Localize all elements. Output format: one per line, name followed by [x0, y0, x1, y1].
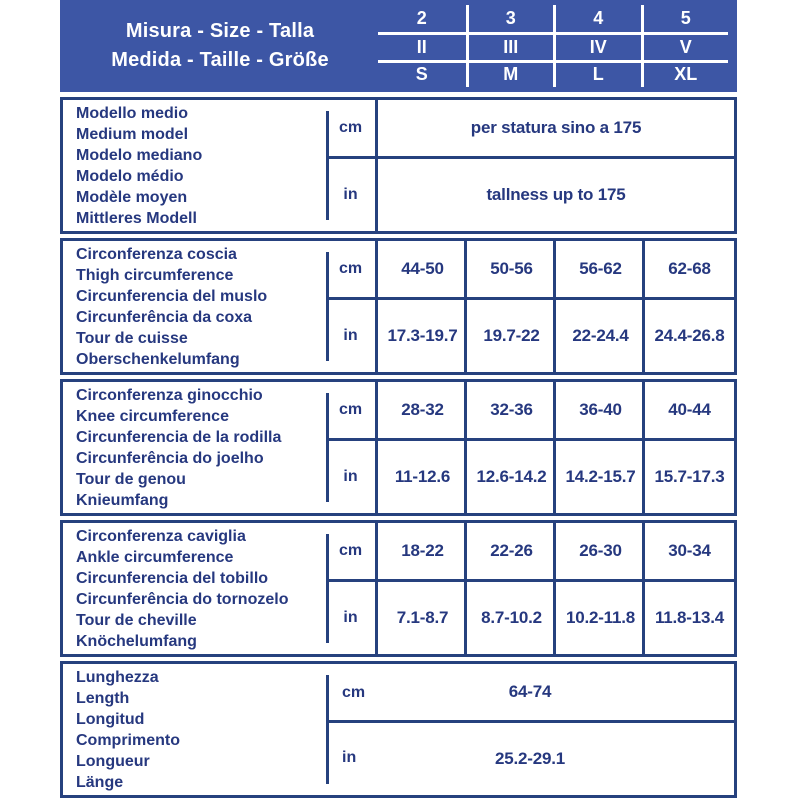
value-cell: 44-50	[378, 241, 467, 300]
unit-cm: cm	[326, 100, 378, 159]
value-cell: 32-36	[464, 382, 556, 441]
divider	[326, 534, 329, 643]
label-line: Medium model	[76, 125, 189, 143]
label-line: Longueur	[76, 752, 150, 770]
value-cell: 28-32	[378, 382, 467, 441]
size-letter: M	[466, 60, 554, 87]
size-number: 2	[416, 8, 427, 29]
value-cell: 11.8-13.4	[642, 582, 734, 654]
label-line: Circunferencia del muslo	[76, 287, 268, 305]
row-labels	[63, 100, 326, 231]
label-line: Tour de cheville	[76, 611, 197, 629]
size-chart	[60, 0, 737, 802]
value-cell: 8.7-10.2	[464, 582, 556, 654]
size-letter: S	[378, 60, 466, 87]
value-cell: tallness up to 175	[486, 184, 626, 204]
row-labels	[63, 664, 326, 795]
value-cell: 19.7-22	[464, 300, 556, 372]
size-number: 4	[553, 5, 641, 32]
value-cell: 64-74	[326, 664, 734, 723]
unit-in: in	[326, 582, 378, 654]
value-cell: 30-34	[642, 523, 734, 582]
divider	[326, 252, 329, 361]
label-line: Circunferencia de la rodilla	[76, 428, 282, 446]
label-line: Mittleres Modell	[76, 209, 197, 227]
value-cell: 17.3-19.7	[387, 325, 458, 345]
label-line: Circunferência da coxa	[76, 308, 253, 326]
size-roman: V	[641, 32, 729, 59]
section-knee-circumference	[60, 379, 737, 516]
chart-title	[60, 0, 380, 92]
label-line: Circonferenza coscia	[76, 245, 237, 263]
divider	[326, 675, 329, 784]
row-labels	[63, 382, 326, 513]
label-line: Modelo mediano	[76, 146, 203, 164]
size-number: 3	[466, 5, 554, 32]
label-line: Modèle moyen	[76, 188, 188, 206]
divider	[326, 393, 329, 502]
label-line: Knöchelumfang	[76, 632, 197, 650]
section-values	[326, 382, 734, 513]
row-labels	[63, 241, 326, 372]
size-chart-header	[60, 0, 737, 92]
value-cell: 14.2-15.7	[553, 441, 645, 513]
value-cell: 12.6-14.2	[464, 441, 556, 513]
label-line: Circonferenza caviglia	[76, 527, 246, 545]
value-cell: 7.1-8.7	[396, 607, 449, 627]
value-cell: 10.2-11.8	[553, 582, 645, 654]
section-thigh-circumference	[60, 238, 737, 375]
size-letter: L	[553, 60, 641, 87]
label-line: Circonferenza ginocchio	[76, 386, 263, 404]
section-values	[326, 523, 734, 654]
label-line: Knee circumference	[76, 407, 229, 425]
label-line: Tour de cuisse	[76, 329, 188, 347]
value-cell: 40-44	[642, 382, 734, 441]
value-cell: 25.2-29.1	[494, 748, 566, 768]
label-line: Circunferência do tornozelo	[76, 590, 289, 608]
label-line: Circunferência do joelho	[76, 449, 264, 467]
section-length	[60, 661, 737, 798]
unit-cm: cm	[326, 241, 378, 300]
size-number: 5	[641, 5, 729, 32]
label-line: Length	[76, 689, 130, 707]
value-cell: 36-40	[553, 382, 645, 441]
chart-title-line2: Medida - Taille - Größe	[111, 49, 329, 71]
value-cell: 22-26	[464, 523, 556, 582]
value-cell: 62-68	[642, 241, 734, 300]
size-roman: IV	[553, 32, 641, 59]
unit-in: in	[342, 749, 357, 767]
value-cell: 50-56	[464, 241, 556, 300]
unit-in: in	[326, 159, 378, 231]
divider	[326, 111, 329, 220]
size-grid	[378, 5, 728, 87]
label-line: Circunferencia del tobillo	[76, 569, 269, 587]
size-roman: II	[378, 32, 466, 59]
value-cell: per statura sino a 175	[378, 100, 734, 159]
value-cell: 26-30	[553, 523, 645, 582]
label-line: Tour de genou	[76, 470, 186, 488]
label-line: Oberschenkelumfang	[76, 350, 240, 368]
unit-in: in	[326, 441, 378, 513]
label-line: Ankle circumference	[76, 548, 234, 566]
label-line: Comprimento	[76, 731, 180, 749]
section-values	[326, 100, 734, 231]
value-cell: 22-24.4	[553, 300, 645, 372]
value-cell: 15.7-17.3	[642, 441, 734, 513]
unit-cm: cm	[342, 683, 366, 701]
unit-cm: cm	[326, 382, 378, 441]
chart-title-line1: Misura - Size - Talla	[125, 20, 315, 42]
unit-in: in	[326, 300, 378, 372]
section-values	[326, 664, 734, 795]
value-cell: 18-22	[378, 523, 467, 582]
label-line: Länge	[76, 773, 124, 791]
value-cell: 11-12.6	[394, 466, 451, 486]
size-roman: III	[466, 32, 554, 59]
size-letter: XL	[641, 60, 729, 87]
label-line: Modello medio	[76, 104, 188, 122]
value-cell: 56-62	[553, 241, 645, 300]
section-values	[326, 241, 734, 372]
label-line: Modelo médio	[76, 167, 184, 185]
label-line: Lunghezza	[76, 668, 159, 686]
row-labels	[63, 523, 326, 654]
label-line: Longitud	[76, 710, 145, 728]
section-ankle-circumference	[60, 520, 737, 657]
unit-cm: cm	[326, 523, 378, 582]
label-line: Thigh circumference	[76, 266, 234, 284]
section-medium-model	[60, 97, 737, 234]
value-cell: 24.4-26.8	[642, 300, 734, 372]
label-line: Knieumfang	[76, 491, 169, 509]
